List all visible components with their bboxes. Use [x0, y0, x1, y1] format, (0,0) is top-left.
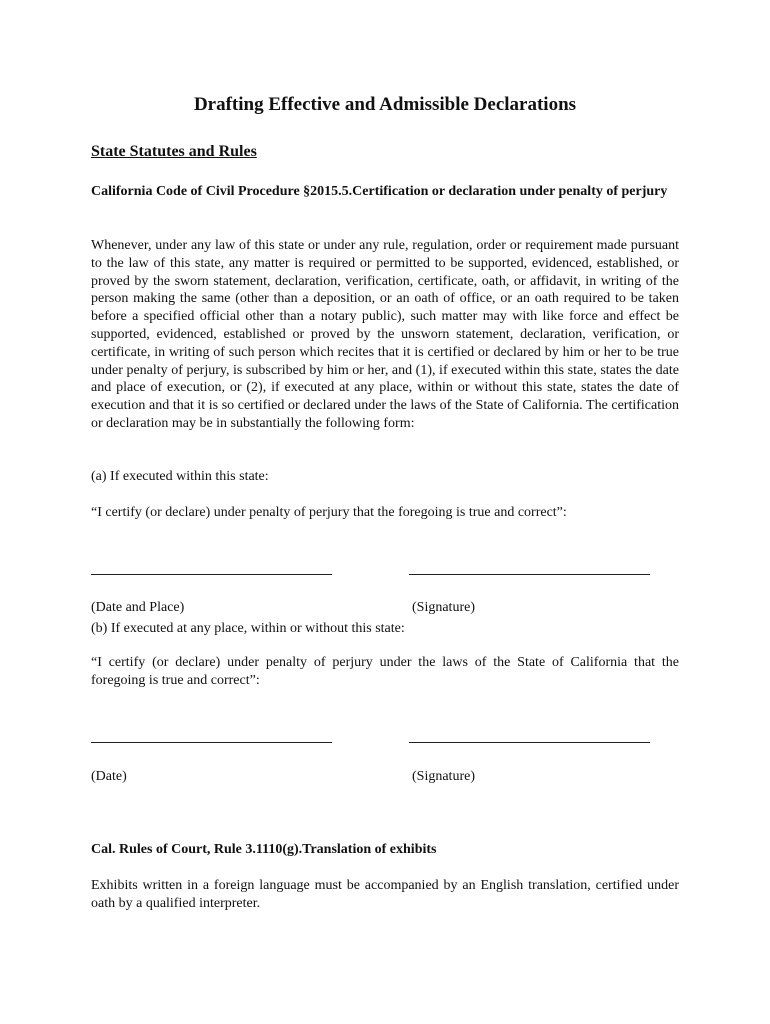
- form-a-date-line: [91, 574, 332, 575]
- form-a-signature-label: (Signature): [412, 600, 475, 615]
- form-a-date-place-label: (Date and Place): [91, 600, 185, 615]
- form-b-signature-label: (Signature): [412, 769, 475, 784]
- ccp-heading: California Code of Civil Procedure §2015.5.Certification or declaration under penalty of perjury: [91, 184, 668, 199]
- form-b-date-line: [91, 742, 332, 743]
- form-b-date-label: (Date): [91, 769, 127, 784]
- form-b-signature-line: [409, 742, 650, 743]
- form-a-signature-line: [409, 574, 650, 575]
- section-heading: State Statutes and Rules: [91, 143, 257, 160]
- form-b-label: (b) If executed at any place, within or without this state:: [91, 621, 405, 636]
- form-b-quote: “I certify (or declare) under penalty of perjury under the laws of the State of California that the foregoing is true and correct”:: [91, 655, 679, 688]
- document-title: Drafting Effective and Admissible Declarations: [193, 94, 577, 115]
- ccp-body: Whenever, under any law of this state or under any rule, regulation, order or requirement made pursuant to the law of this state, any matter is required or permitted to be supported, evidenced, established, or proved by the sworn statement, declaration, verification, certificate, oath, or affidavit, in writing of the person making the same (other than a deposition, or an oath of office, or an oath required to be taken before a specified official other than a notary public), such matter may with like force and effect be supported, evidenced, established or proved by the unsworn statement, declaration, verification, or certificate, in writing of such person which recites that it is certified or declared by him or her to be true under penalty of perjury, is subscribed by him or her, and (1), if executed within this state, states the date and place of execution, or (2), if executed at any place, within or without this state, states the date of execution and that it is so certified or declared under the laws of the State of California. The certification or declaration may be in substantially the following form:: [91, 238, 679, 431]
- form-a-label: (a) If executed within this state:: [91, 469, 269, 484]
- form-a-quote: “I certify (or declare) under penalty of perjury that the foregoing is true and correct”:: [91, 505, 567, 520]
- crc-body: Exhibits written in a foreign language must be accompanied by an English translation, certified under oath by a qualified interpreter.: [91, 878, 679, 911]
- crc-heading: Cal. Rules of Court, Rule 3.1110(g).Translation of exhibits: [91, 842, 437, 857]
